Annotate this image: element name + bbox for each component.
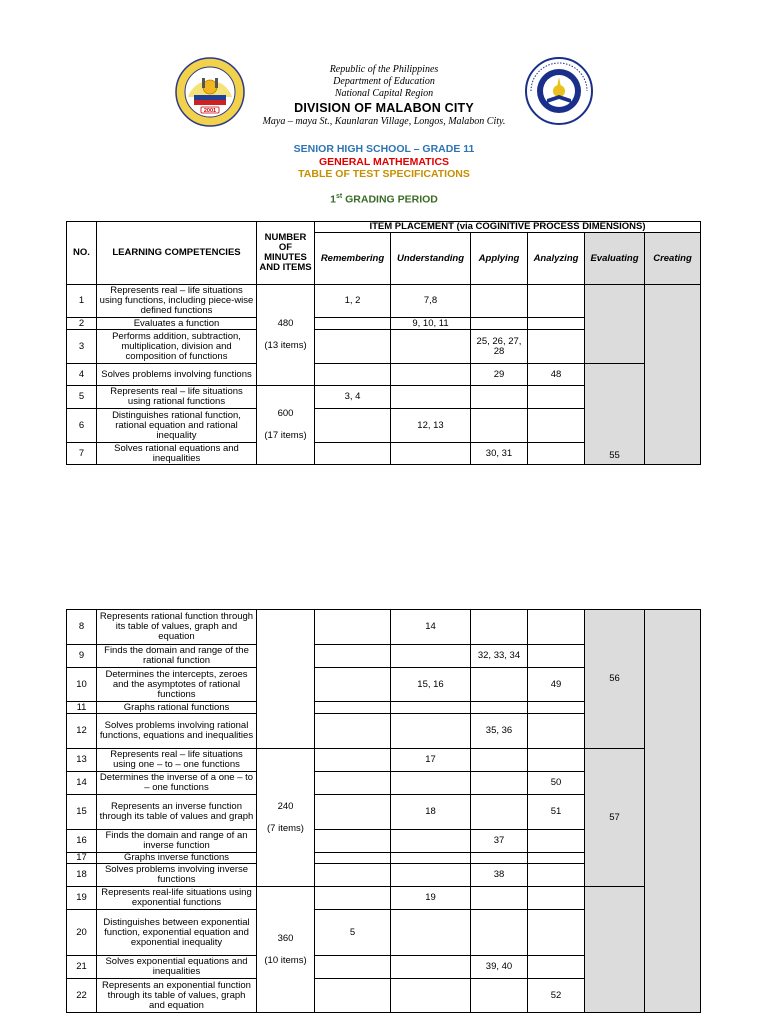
group-minutes-cell [257,285,315,386]
remembering-cell [315,330,391,364]
address-line: Maya – maya St., Kaunlaran Village, Longos, Malabon City. [262,116,506,127]
remembering-cell [315,714,391,749]
competency-text: Determines the intercepts, zeroes and the asymptotes of rational functions [97,668,257,702]
understanding-cell: 19 [391,887,471,910]
test-specification-table-continued [66,609,701,1013]
row-number: 17 [67,853,97,864]
understanding-cell: 14 [391,610,471,645]
understanding-cell: 12, 13 [391,409,471,443]
letterhead [230,64,538,128]
remembering-cell [315,795,391,830]
applying-cell [471,795,528,830]
applying-cell: 32, 33, 34 [471,645,528,668]
analyzing-cell: 50 [528,772,585,795]
applying-cell [471,318,528,330]
remembering-cell [315,772,391,795]
row-number: 12 [67,714,97,749]
period-label: GRADING PERIOD [345,193,438,206]
applying-cell [471,887,528,910]
applying-cell: 38 [471,864,528,887]
competency-text: Solves problems involving inverse functions [97,864,257,887]
analyzing-cell [528,853,585,864]
understanding-cell [391,979,471,1013]
understanding-cell [391,330,471,364]
evaluating-cell: 57 [585,749,645,887]
competency-text: Represents real-life situations using exponential functions [97,887,257,910]
applying-cell: 35, 36 [471,714,528,749]
test-specification-table [66,221,701,465]
period-ordinal: 1 [330,193,336,206]
group-minutes: 480 [277,318,294,329]
understanding-cell [391,772,471,795]
understanding-cell [391,714,471,749]
group-minutes: 240 [277,800,294,812]
row-number: 15 [67,795,97,830]
remembering-cell [315,364,391,386]
competency-text: Represents an exponential function through its table of values, graph and equation [97,979,257,1013]
grading-period [280,193,488,206]
understanding-cell: 9, 10, 11 [391,318,471,330]
creating-cell [645,610,701,1013]
applying-cell [471,409,528,443]
row-number: 21 [67,956,97,979]
competency-text: Solves problems involving rational functions, equations and inequalities [97,714,257,749]
applying-cell [471,979,528,1013]
understanding-cell [391,702,471,714]
remembering-cell [315,979,391,1013]
header-item-placement: ITEM PLACEMENT (via COGINITIVE PROCESS DIMENSIONS) [315,222,701,233]
group-items: (13 items) [264,340,307,351]
competency-text: Distinguishes between exponential function, exponential equation and exponential inequality [97,910,257,956]
competency-text: Distinguishes rational function, rational equation and rational inequality [97,409,257,443]
creating-cell [645,285,701,465]
table-row [67,610,701,645]
header-competencies: LEARNING COMPETENCIES [97,222,257,285]
applying-cell: 39, 40 [471,956,528,979]
title-grade: SENIOR HIGH SCHOOL – GRADE 11 [293,143,475,155]
row-number: 22 [67,979,97,1013]
applying-cell [471,668,528,702]
table-row [67,887,701,910]
row-number: 16 [67,830,97,853]
department-line: Department of Education [333,76,435,87]
region-line: National Capital Region [334,88,434,99]
remembering-cell: 3, 4 [315,386,391,409]
competency-text: Performs addition, subtraction, multiplication, division and composition of functions [97,330,257,364]
applying-cell: 29 [471,364,528,386]
remembering-cell [315,864,391,887]
table-row [67,285,701,318]
understanding-cell [391,910,471,956]
evaluating-cell [585,887,645,1013]
competency-text: Determines the inverse of a one – to – one functions [97,772,257,795]
understanding-cell: 17 [391,749,471,772]
evaluating-cell: 55 [585,364,645,465]
header-applying: Applying [471,233,528,285]
remembering-cell [315,749,391,772]
understanding-cell [391,853,471,864]
evaluating-cell: 56 [585,610,645,749]
competency-text: Represents real – life situations using one – to – one functions [97,749,257,772]
remembering-cell: 1, 2 [315,285,391,318]
header-creating: Creating [645,233,701,285]
competency-text: Solves problems involving functions [97,364,257,386]
competency-text: Evaluates a function [97,318,257,330]
understanding-cell [391,956,471,979]
row-number: 9 [67,645,97,668]
competency-text: Graphs inverse functions [97,853,257,864]
applying-cell [471,910,528,956]
group-minutes: 360 [277,932,294,944]
analyzing-cell [528,409,585,443]
header-analyzing: Analyzing [528,233,585,285]
table-row [67,364,701,386]
analyzing-cell [528,330,585,364]
group-minutes: 600 [277,408,294,419]
analyzing-cell [528,749,585,772]
remembering-cell: 5 [315,910,391,956]
understanding-cell [391,830,471,853]
understanding-cell: 15, 16 [391,668,471,702]
header-understanding: Understanding [391,233,471,285]
row-number: 20 [67,910,97,956]
analyzing-cell [528,864,585,887]
remembering-cell [315,702,391,714]
group-minutes-cell [257,610,315,749]
row-number: 13 [67,749,97,772]
row-number: 10 [67,668,97,702]
competency-text: Represents rational function through its table of values, graph and equation [97,610,257,645]
analyzing-cell [528,645,585,668]
understanding-cell [391,364,471,386]
applying-cell: 30, 31 [471,443,528,465]
understanding-cell: 18 [391,795,471,830]
group-minutes-cell [257,386,315,465]
understanding-cell [391,386,471,409]
group-minutes-cell [257,887,315,1013]
remembering-cell [315,610,391,645]
remembering-cell [315,645,391,668]
remembering-cell [315,956,391,979]
group-minutes-cell [257,749,315,887]
applying-cell [471,749,528,772]
analyzing-cell [528,610,585,645]
applying-cell [471,285,528,318]
row-number: 5 [67,386,97,409]
svg-text:2001: 2001 [203,108,217,114]
row-number: 1 [67,285,97,318]
remembering-cell [315,853,391,864]
analyzing-cell [528,714,585,749]
competency-text: Finds the domain and range of an inverse function [97,830,257,853]
understanding-cell [391,864,471,887]
header-minutes: NUMBER OF MINUTES AND ITEMS [257,222,315,285]
remembering-cell [315,443,391,465]
understanding-cell: 7,8 [391,285,471,318]
analyzing-cell [528,443,585,465]
header-evaluating: Evaluating [585,233,645,285]
analyzing-cell: 48 [528,364,585,386]
applying-cell [471,386,528,409]
title-subject: GENERAL MATHEMATICS [318,155,450,168]
division-name: DIVISION OF MALABON CITY [294,101,474,115]
applying-cell [471,853,528,864]
row-number: 3 [67,330,97,364]
applying-cell [471,772,528,795]
analyzing-cell: 49 [528,668,585,702]
analyzing-cell: 51 [528,795,585,830]
applying-cell [471,702,528,714]
remembering-cell [315,409,391,443]
row-number: 7 [67,443,97,465]
row-number: 4 [67,364,97,386]
competency-text: Represents real – life situations using rational functions [97,386,257,409]
analyzing-cell [528,887,585,910]
understanding-cell [391,645,471,668]
applying-cell: 25, 26, 27, 28 [471,330,528,364]
competency-text: Finds the domain and range of the rational function [97,645,257,668]
remembering-cell [315,318,391,330]
competency-text: Represents real – life situations using functions, including piece-wise defined functions [97,285,257,318]
remembering-cell [315,887,391,910]
competency-text: Solves exponential equations and inequalities [97,956,257,979]
row-number: 18 [67,864,97,887]
header-remembering: Remembering [315,233,391,285]
analyzing-cell [528,318,585,330]
remembering-cell [315,668,391,702]
republic-line: Republic of the Philippines [329,64,439,75]
group-items: (17 items) [264,430,307,441]
understanding-cell [391,443,471,465]
analyzing-cell [528,285,585,318]
analyzing-cell [528,956,585,979]
group-items: (10 items) [264,954,307,966]
competency-text: Graphs rational functions [97,702,257,714]
competency-text: Represents an inverse function through its table of values and graph [97,795,257,830]
analyzing-cell [528,830,585,853]
row-number: 8 [67,610,97,645]
applying-cell: 37 [471,830,528,853]
header-no: NO. [67,222,97,285]
title-document: TABLE OF TEST SPECIFICATIONS [298,168,470,180]
analyzing-cell [528,702,585,714]
group-items: (7 items) [267,822,304,834]
remembering-cell [315,830,391,853]
competency-text: Solves rational equations and inequalities [97,443,257,465]
analyzing-cell [528,386,585,409]
applying-cell [471,610,528,645]
row-number: 2 [67,318,97,330]
analyzing-cell [528,910,585,956]
row-number: 19 [67,887,97,910]
document-titles [180,143,588,181]
period-ordinal-suffix: st [335,193,343,200]
evaluating-cell [585,285,645,364]
row-number: 14 [67,772,97,795]
row-number: 6 [67,409,97,443]
row-number: 11 [67,702,97,714]
table-row [67,749,701,772]
analyzing-cell: 52 [528,979,585,1013]
